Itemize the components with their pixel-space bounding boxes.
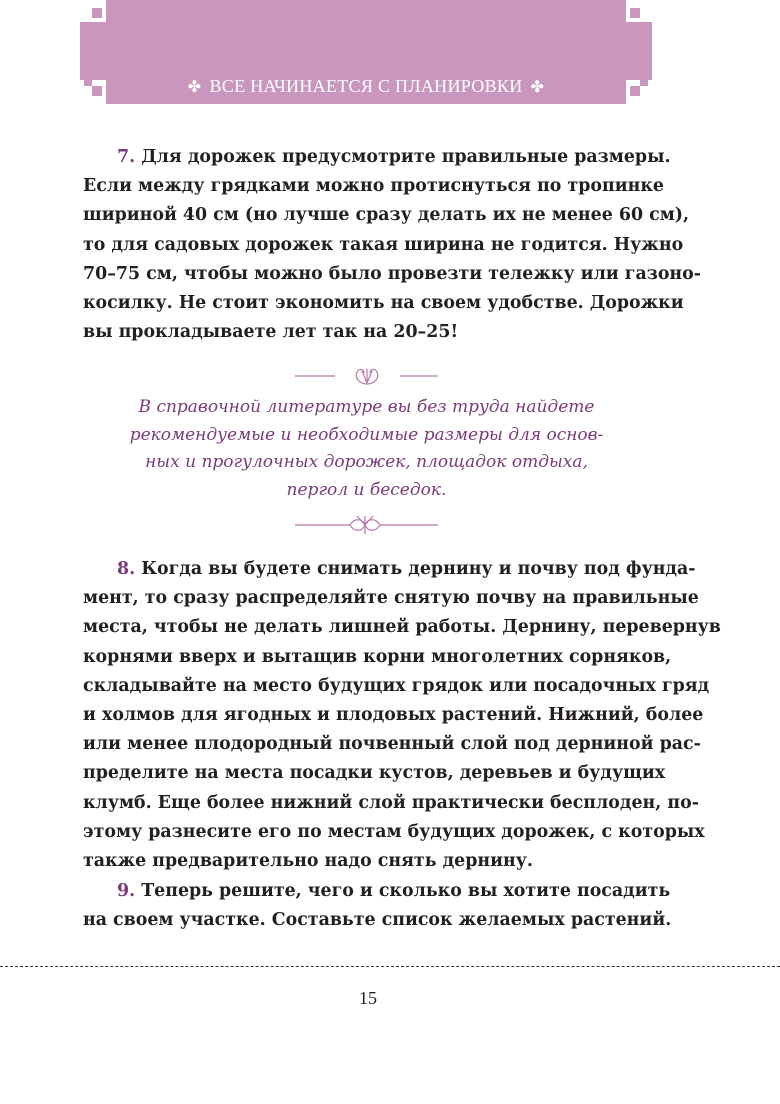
divider-ornament-icon	[290, 363, 440, 389]
fleuron-right-icon: ✤	[530, 79, 545, 96]
callout-note: В справочной литературе вы без труда найдете рекомендуемые и необходимые размеры для основ- ных и прогулочных дорожек, площадок отдыха, пергол и беседок.	[129, 397, 604, 500]
paragraph-item-8: 8. Когда вы будете снимать дернину и почву под фунда- мент, то сразу распределяйте снятую почву на правильные места, чтобы не делать лишней работы. Дернину, перевернув корнями вверх и вытащив корни многолетних сорняков, складывайте на место будущих грядок или посадочных гряд и холмов для ягодных и плодовых растений. Нижний, более или менее плодородный почвенный слой под дерниной рас- пределите на места посадки кустов, деревьев и будущих клумб. Еще более нижний слой практически бесплоден, по- этому разнесите его по местам будущих дорожек, с которых также предварительно надо снять дернину.	[83, 559, 721, 872]
chapter-title	[80, 76, 652, 97]
item-number: 8.	[117, 559, 136, 579]
item-number: 7.	[117, 147, 136, 167]
divider-ornament-icon	[290, 512, 440, 538]
chapter-header-banner	[80, 0, 652, 104]
page-number: 15	[359, 988, 377, 1008]
item-number: 9.	[117, 881, 136, 901]
page-cut-line	[0, 966, 780, 967]
paragraph-item-7: 7. Для дорожек предусмотрите правильные размеры. Если между грядками можно протиснуться по тропинке шириной 40 см (но лучше сразу делать их не менее 60 см), то для садовых дорожек такая ширина не годится. Нужно 70–75 см, чтобы можно было провезти тележку или газоно- косилку. Не стоит экономить на своем удобстве. Дорожки вы прокладываете лет так на 20–25!	[83, 147, 701, 343]
paragraph-item-9: 9. Теперь решите, чего и сколько вы хотите посадить на своем участке. Составьте список желаемых растений.	[83, 881, 672, 931]
chapter-title-text: ВСЕ НАЧИНАЕТСЯ С ПЛАНИРОВКИ	[209, 76, 523, 96]
fleuron-left-icon: ✤	[187, 79, 202, 96]
